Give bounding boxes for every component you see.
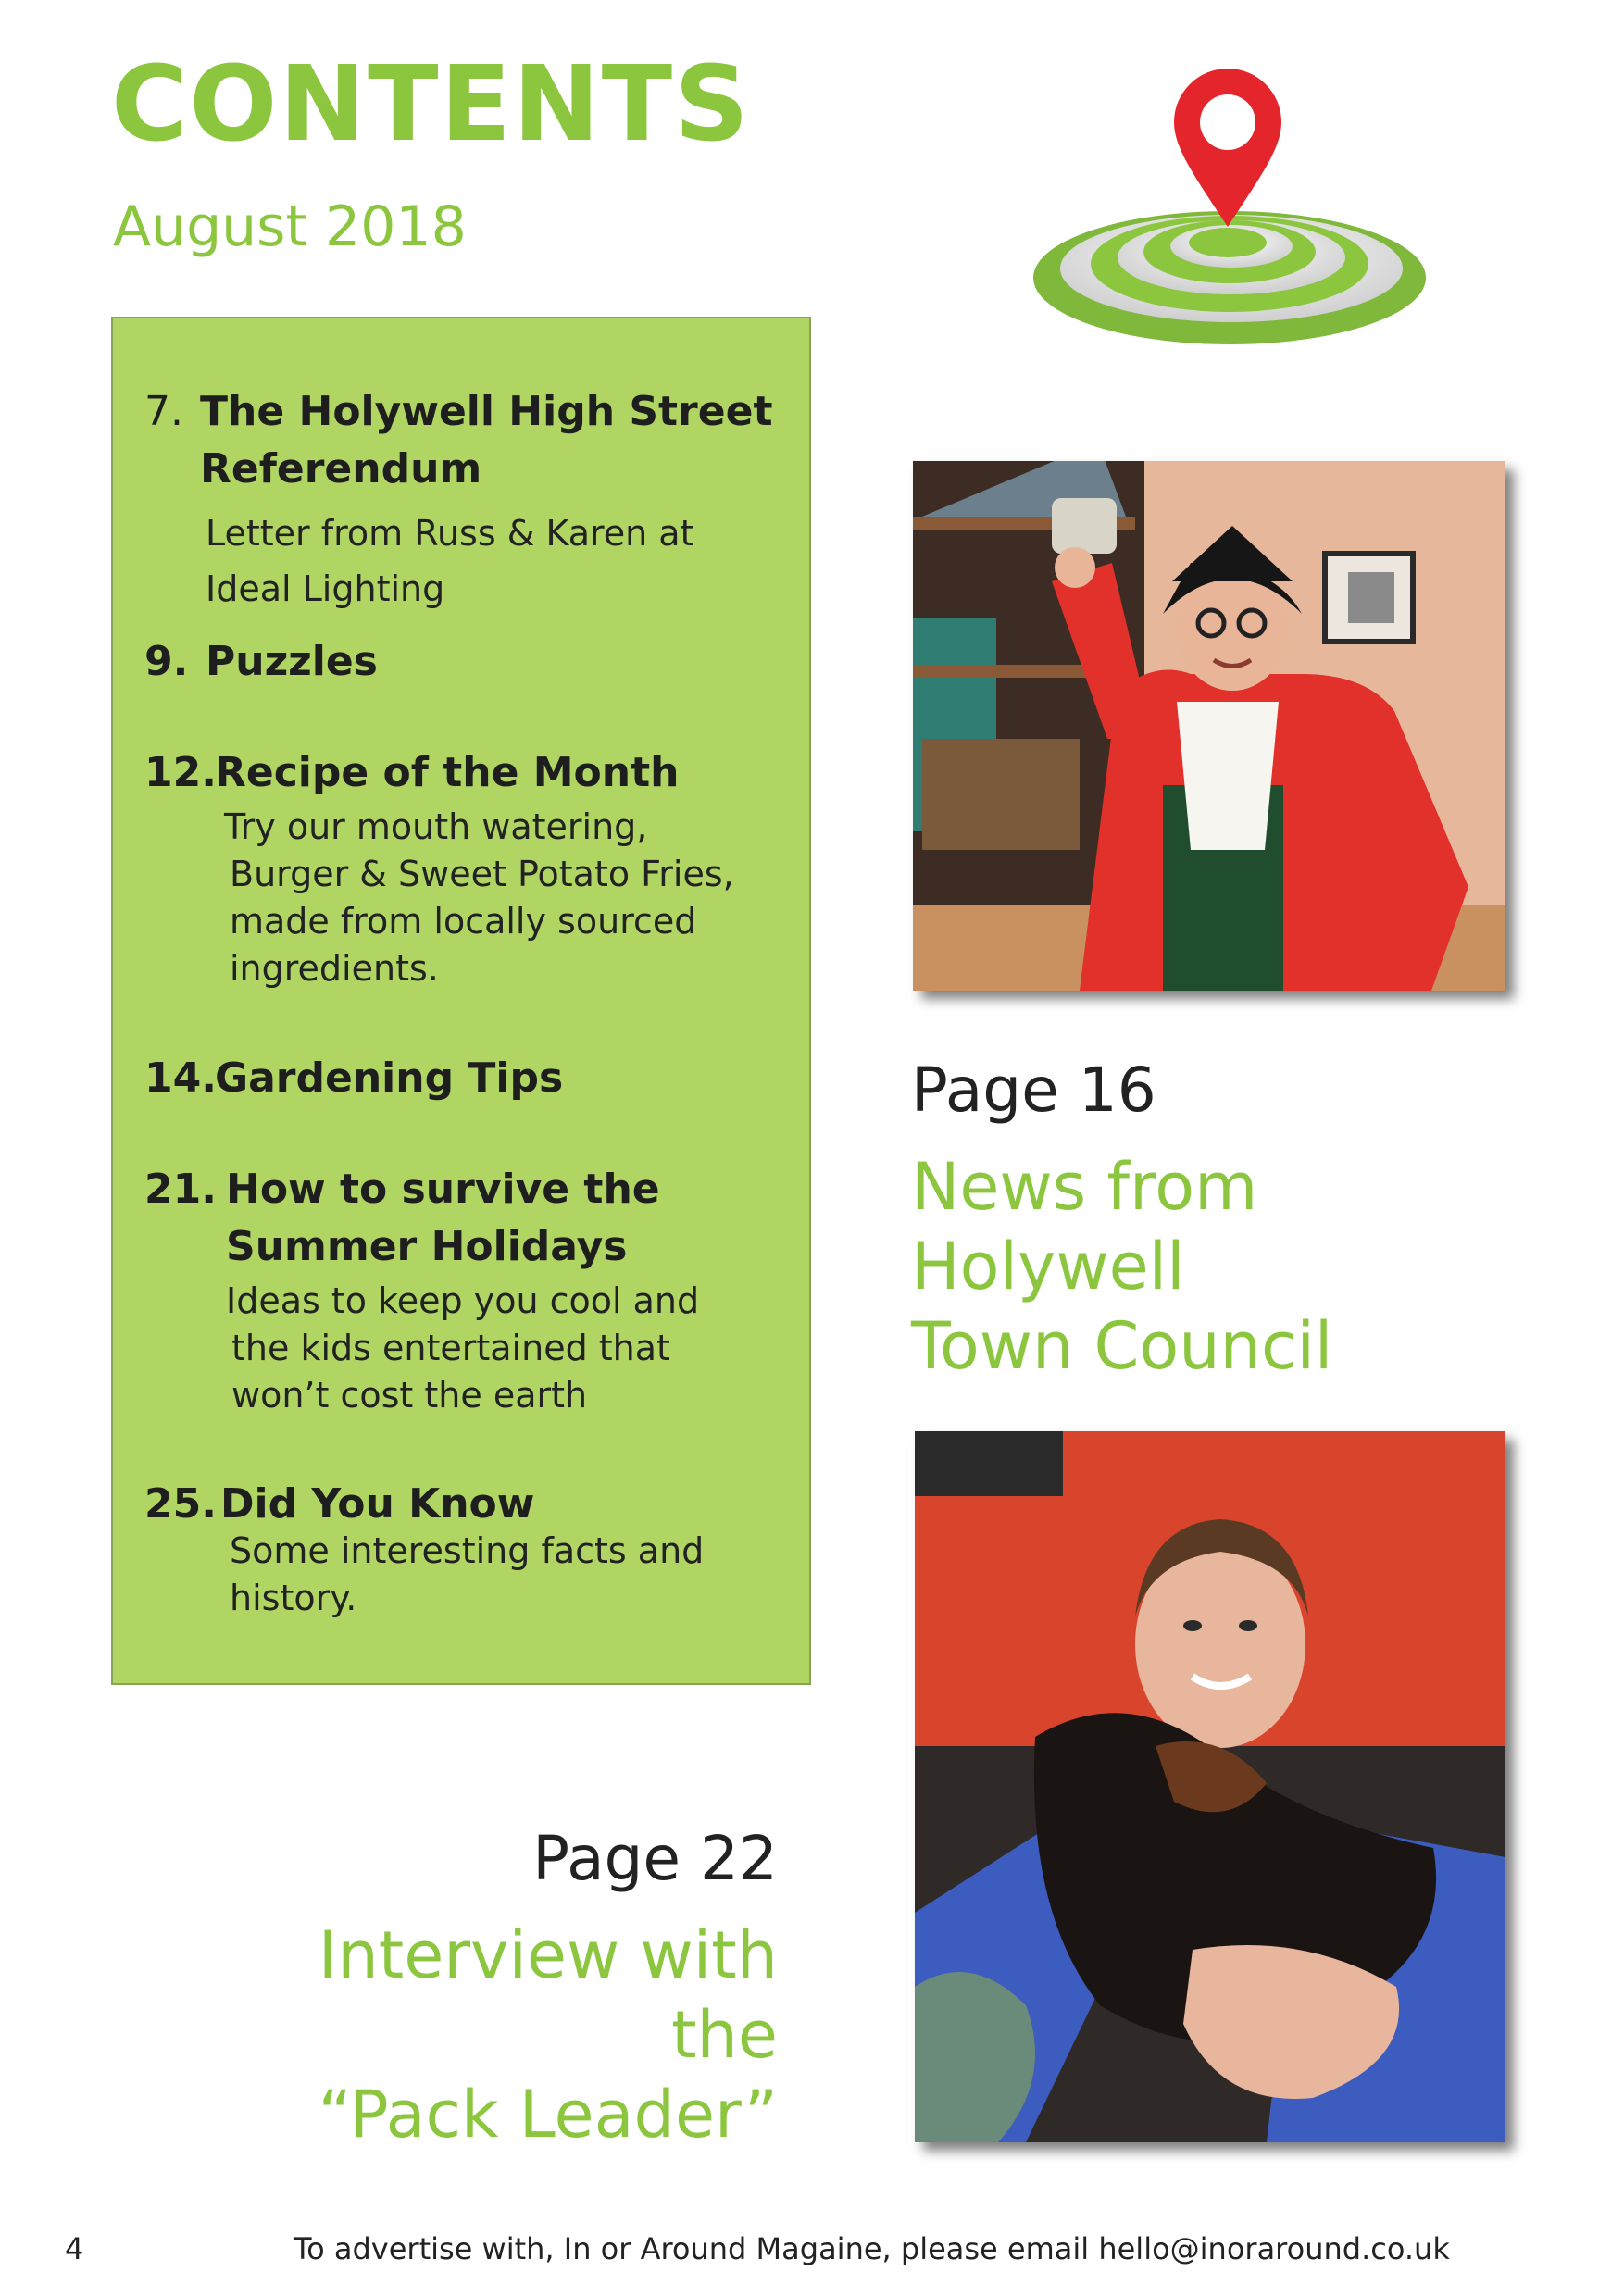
toc-item-title: Did You Know [220, 1480, 535, 1528]
feature-headline: Interview with the “Pack Leader” [318, 1917, 778, 2153]
toc-item[interactable] [144, 1161, 783, 1419]
toc-item-description: Ideas to keep you cool and the kids entertained that won’t cost the earth [226, 1280, 700, 1416]
toc-item[interactable] [144, 1050, 783, 1107]
toc-item-number: 7. [144, 388, 183, 435]
toc-item-title: Recipe of the Month [215, 749, 680, 796]
toc-item-title: Puzzles [206, 638, 378, 685]
toc-item[interactable] [144, 633, 783, 691]
feature-page-number: Page 16 [911, 1054, 1156, 1126]
advertise-footer: To advertise with, In or Around Magaine, please email hello@inoraround.co.uk [294, 2231, 1450, 2266]
feature-headline: News from Holywell Town Council [911, 1149, 1333, 1385]
pack-leader-photo [915, 1431, 1505, 2142]
town-crier-photo [913, 461, 1505, 991]
toc-item[interactable] [144, 383, 783, 617]
toc-item-number: 12. [144, 749, 217, 796]
toc-item-description: Some interesting facts and history. [230, 1530, 705, 1618]
issue-date: August 2018 [113, 194, 467, 259]
toc-item-number: 25. [144, 1480, 217, 1528]
toc-item-number: 21. [144, 1166, 217, 1213]
feature-pack-leader[interactable] [213, 1822, 778, 2154]
toc-item-description: Try our mouth watering, Burger & Sweet Potato Fries, made from locally sourced ingredients. [224, 806, 734, 989]
location-pin-logo-icon [1009, 37, 1444, 352]
toc-item-number: 14. [144, 1054, 217, 1102]
toc-item-description: Letter from Russ & Karen at Ideal Lighting [206, 513, 694, 609]
toc-item-title: Gardening Tips [215, 1054, 564, 1102]
toc-item-title: The Holywell High Street Referendum [200, 388, 773, 493]
feature-page-number: Page 22 [532, 1823, 778, 1894]
page-number: 4 [65, 2231, 84, 2266]
toc-item[interactable] [144, 744, 783, 992]
toc-item-title: How to survive the Summer Holidays [226, 1166, 660, 1270]
contents-box [111, 317, 811, 1685]
page-title: CONTENTS [111, 44, 751, 165]
toc-item[interactable] [144, 1476, 783, 1622]
feature-council-news[interactable] [911, 1054, 1559, 1386]
toc-item-number: 9. [144, 638, 189, 685]
